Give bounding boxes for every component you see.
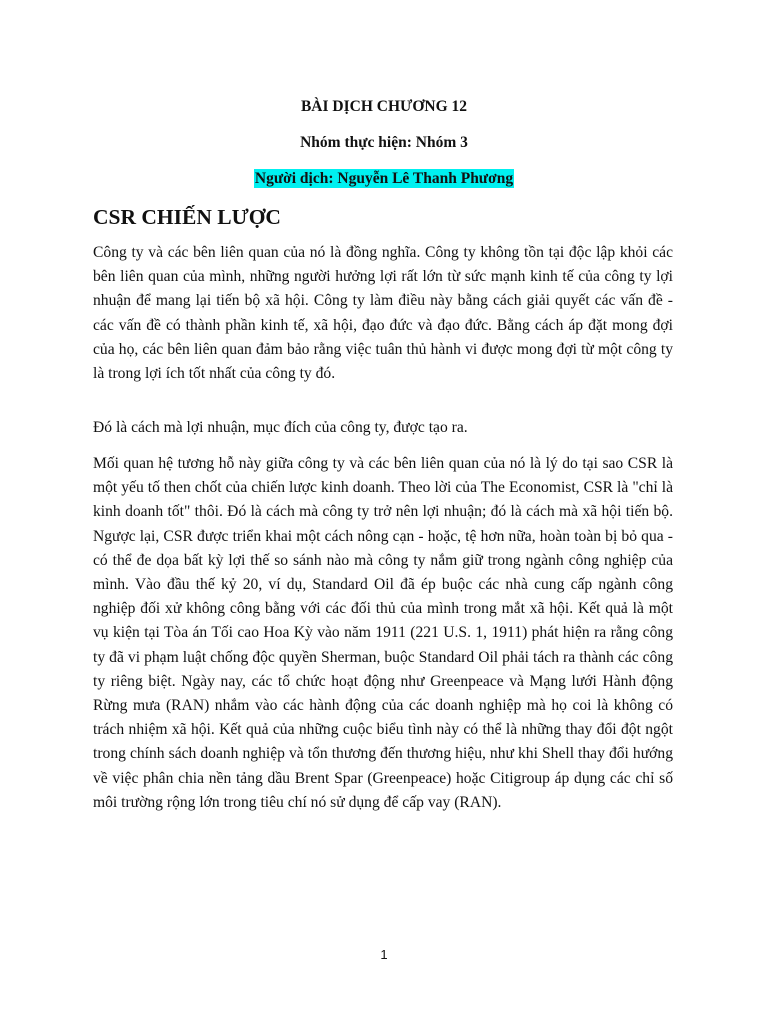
paragraph-2: Đó là cách mà lợi nhuận, mục đích của công ty, được tạo ra.: [93, 419, 468, 436]
translator-line: [0, 169, 768, 189]
group-line: Nhóm thực hiện: Nhóm 3: [300, 134, 468, 151]
paragraph-3: Mối quan hệ tương hỗ này giữa công ty và các bên liên quan của nó là lý do tại sao CSR là một yếu tố then chốt của chiến lược kinh doanh. Theo lời của The Economist, CSR là "chỉ là kinh doanh tốt" thôi. Đó là cách mà công ty trở nên lợi nhuận; đó là cách mà xã hội tiến bộ. Ngược lại, CSR được triển khai một cách nông cạn - hoặc, tệ hơn nữa, hoàn toàn bị bỏ qua - có thể đe dọa bất kỳ lợi thế so sánh nào mà công ty nắm giữ trong ngành công nghiệp của mình. Vào đầu thế kỷ 20, ví dụ, Standard Oil đã ép buộc các nhà cung cấp ngành công nghiệp đối xử không công bằng với các đối thủ của mình trong mắt xã hội. Kết quả là một vụ kiện tại Tòa án Tối cao Hoa Kỳ vào năm 1911 (221 U.S. 1, 1911) phát hiện ra rằng công ty đã vi phạm luật chống độc quyền Sherman, buộc Standard Oil phải tách ra thành các công ty riêng biệt. Ngày nay, các tổ chức hoạt động như Greenpeace và Mạng lưới Hành động Rừng mưa (RAN) nhắm vào các hành động của các doanh nghiệp mà họ coi là không có trách nhiệm xã hội. Kết quả của những cuộc biểu tình này có thể là những thay đổi đột ngột trong chính sách doanh nghiệp và tổn thương đến thương hiệu, như khi Shell thay đổi hướng về việc phân chia nền tảng dầu Brent Spar (Greenpeace) hoặc Citigroup áp dụng các chỉ số môi trường rộng lớn trong tiêu chí nó sử dụng để cấp vay (RAN).: [93, 455, 673, 811]
section-heading: CSR CHIẾN LƯỢC: [93, 205, 281, 229]
translator-highlight: Người dịch: Nguyễn Lê Thanh Phương: [254, 170, 514, 187]
page-number: 1: [380, 947, 388, 962]
paragraph-1: Công ty và các bên liên quan của nó là đồng nghĩa. Công ty không tồn tại độc lập khỏi các bên liên quan của mình, những người hưởng lợi rất lớn từ sức mạnh kinh tế của công ty lợi nhuận để mang lại tiến bộ xã hội. Công ty làm điều này bằng cách giải quyết các vấn đề - các vấn đề có thành phần kinh tế, xã hội, đạo đức và đạo đức. Bằng cách áp đặt mong đợi của họ, các bên liên quan đảm bảo rằng việc tuân thủ hành vi được mong đợi từ một công ty là trong lợi ích tốt nhất của công ty đó.: [93, 244, 673, 383]
document-title: BÀI DỊCH CHƯƠNG 12: [300, 98, 468, 115]
